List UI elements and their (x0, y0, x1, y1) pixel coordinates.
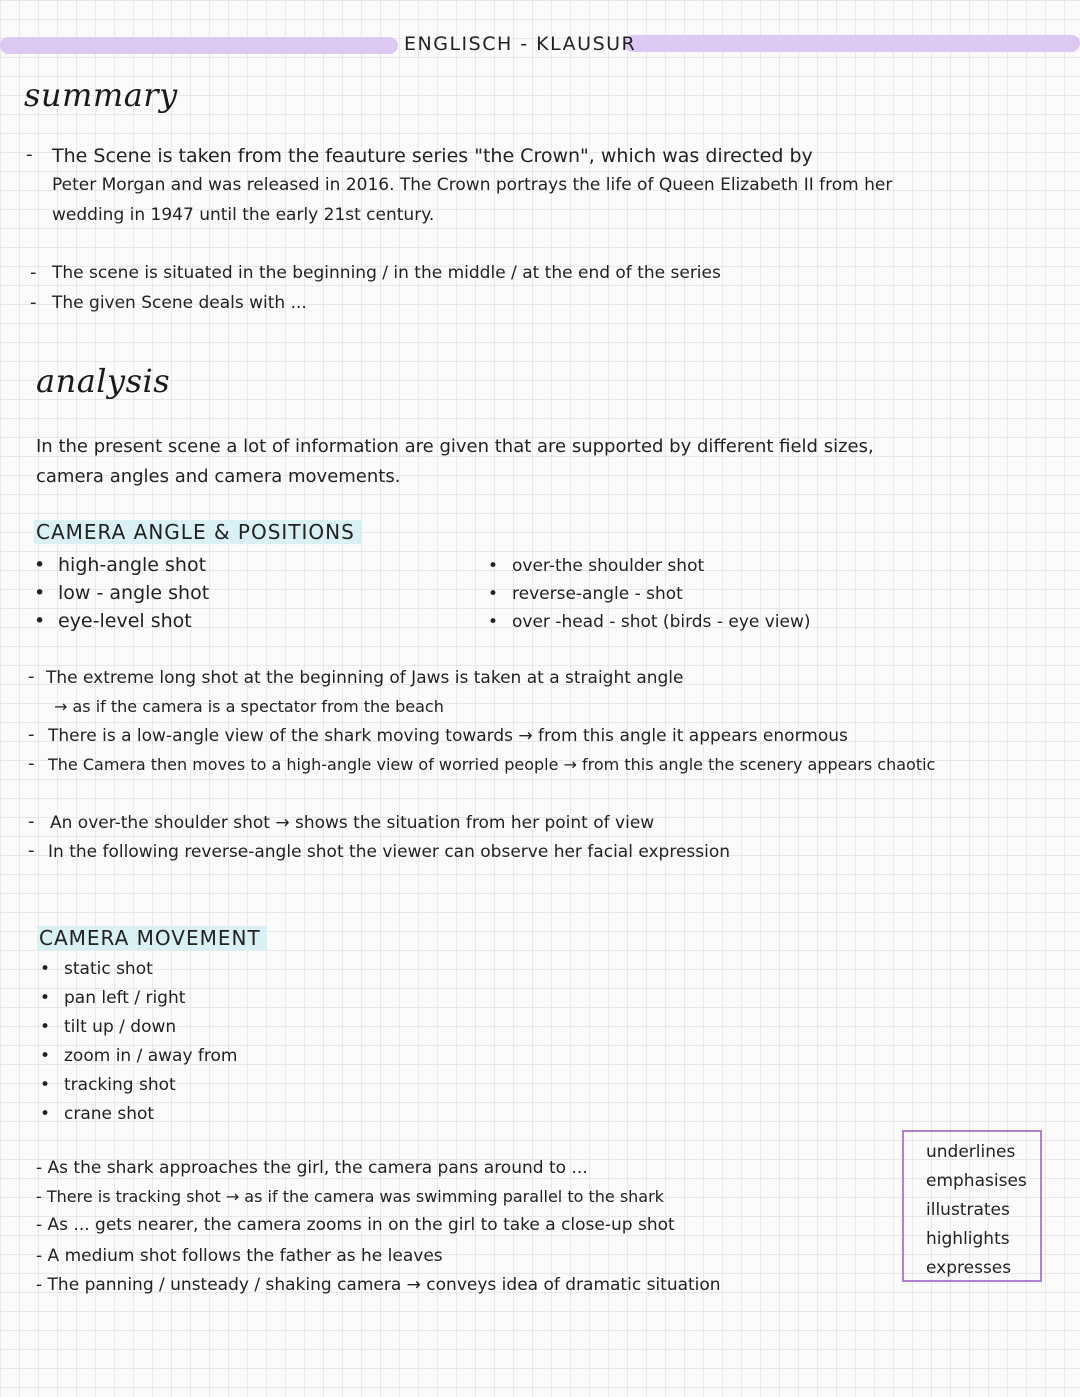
list-item: • low - angle shot (32, 579, 209, 607)
movement-note: - The panning / unsteady / shaking camera → conveys idea of dramatic situation (36, 1275, 721, 1295)
list-item: • reverse-angle - shot (486, 580, 811, 608)
movement-note: - There is tracking shot → as if the camera was swimming parallel to the shark (36, 1187, 664, 1206)
dash-marker: - (26, 144, 33, 165)
angle-note: The extreme long shot at the beginning of Jaws is taken at a straight angle (46, 668, 684, 688)
angle-note: → as if the camera is a spectator from the beach (54, 697, 444, 716)
dash-marker: - (28, 724, 35, 745)
analysis-intro-line: camera angles and camera movements. (36, 466, 401, 487)
list-item: • crane shot (38, 1100, 238, 1129)
list-item: • tracking shot (38, 1071, 238, 1100)
list-item: • pan left / right (38, 984, 238, 1013)
angle-note: There is a low-angle view of the shark moving towards → from this angle it appears enormous (48, 726, 848, 746)
summary-paragraph-line: The Scene is taken from the feauture series "the Crown", which was directed by (52, 145, 813, 167)
title-highlight-left (0, 37, 398, 54)
list-item: • eye-level shot (32, 607, 209, 635)
page-title: ENGLISCH - KLAUSUR (404, 33, 637, 55)
verb-item: underlines (926, 1142, 1016, 1162)
camera-angle-list-left (32, 551, 209, 635)
verb-item: expresses (926, 1258, 1012, 1278)
dash-marker: - (28, 666, 35, 687)
dash-marker: - (30, 262, 37, 283)
movement-note-text: There is tracking shot → as if the camera was swimming parallel to the shark (46, 1187, 664, 1206)
movement-note-text: As the shark approaches the girl, the camera pans around to ... (47, 1158, 588, 1178)
analysis-intro-line: In the present scene a lot of information are given that are supported by different field sizes, (36, 436, 874, 457)
summary-paragraph-line: wedding in 1947 until the early 21st century. (52, 205, 435, 225)
analysis-heading: analysis (36, 362, 171, 400)
title-highlight-right (624, 35, 1080, 52)
dash-marker: - (28, 840, 35, 861)
verbs-box (902, 1130, 1042, 1282)
movement-note: - As the shark approaches the girl, the camera pans around to ... (36, 1158, 588, 1178)
angle-note: The Camera then moves to a high-angle view of worried people → from this angle the scenery appears chaotic (48, 755, 936, 774)
movement-note: - As ... gets nearer, the camera zooms in on the girl to take a close-up shot (36, 1215, 675, 1235)
list-item: • high-angle shot (32, 551, 209, 579)
movement-note-text: A medium shot follows the father as he leaves (47, 1246, 443, 1266)
verb-item: highlights (926, 1229, 1010, 1249)
angle-note: An over-the shoulder shot → shows the situation from her point of view (50, 813, 655, 833)
movement-note-text: The panning / unsteady / shaking camera → conveys idea of dramatic situation (47, 1275, 721, 1295)
movement-note-text: As ... gets nearer, the camera zooms in on the girl to take a close-up shot (47, 1215, 675, 1235)
summary-deals-line: The given Scene deals with ... (52, 293, 307, 313)
camera-angle-heading: CAMERA ANGLE & POSITIONS (34, 520, 361, 544)
list-item: • over-the shoulder shot (486, 552, 811, 580)
dash-marker: - (30, 292, 37, 313)
dash-marker: - (28, 753, 35, 774)
summary-heading: summary (24, 76, 178, 114)
list-item: • zoom in / away from (38, 1042, 238, 1071)
list-item: • static shot (38, 955, 238, 984)
angle-note: In the following reverse-angle shot the viewer can observe her facial expression (48, 842, 731, 862)
summary-paragraph-line: Peter Morgan and was released in 2016. The Crown portrays the life of Queen Elizabeth II from her (52, 175, 893, 195)
camera-angle-list-right (486, 552, 811, 636)
dash-marker: - (28, 811, 35, 832)
list-item: • tilt up / down (38, 1013, 238, 1042)
verb-item: illustrates (926, 1200, 1010, 1220)
movement-note: - A medium shot follows the father as he leaves (36, 1246, 443, 1266)
verb-item: emphasises (926, 1171, 1027, 1191)
camera-movement-heading: CAMERA MOVEMENT (37, 926, 267, 950)
summary-situation-line: The scene is situated in the beginning / in the middle / at the end of the series (52, 263, 721, 283)
camera-movement-list (38, 955, 238, 1129)
list-item: • over -head - shot (birds - eye view) (486, 608, 811, 636)
